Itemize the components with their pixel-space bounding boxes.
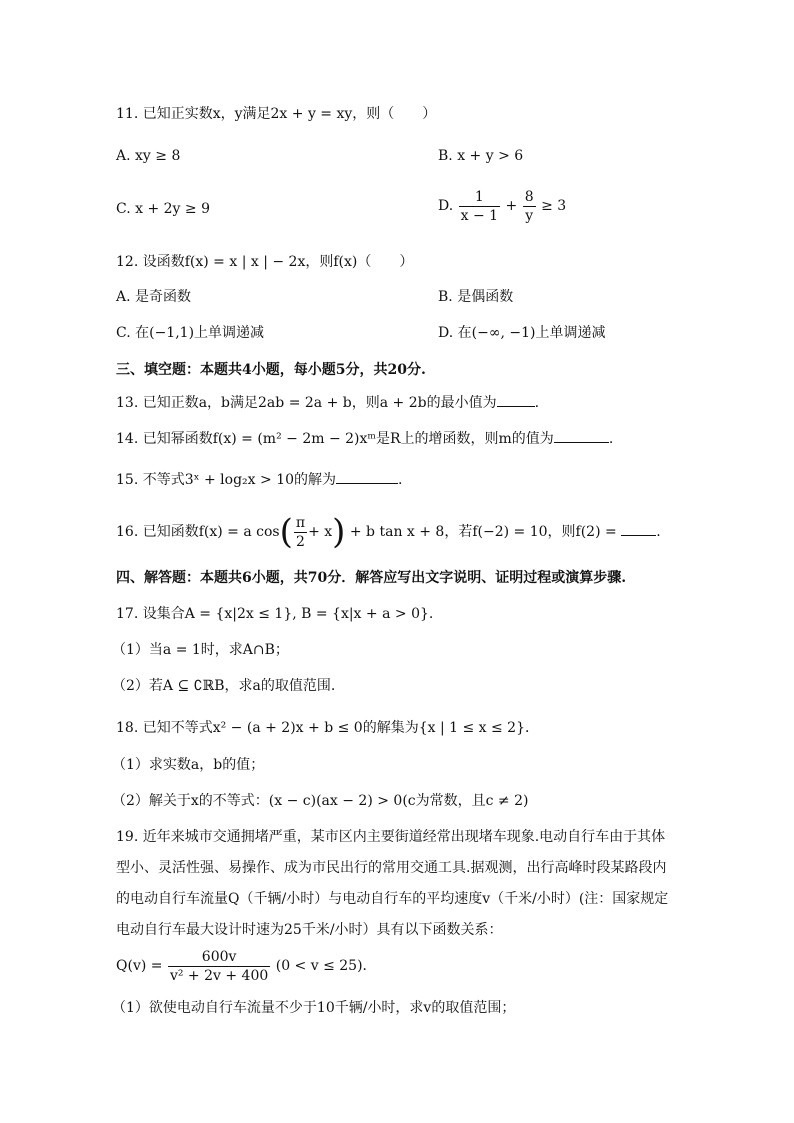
q19-formula-num: 600v — [168, 948, 270, 967]
q12-option-a: A. 是奇函数 — [116, 289, 192, 305]
q17-stem: 17. 设集合A = {x|2x ≤ 1}, B = {x|x + a > 0}. — [116, 606, 434, 622]
q11-option-a: A. xy ≥ 8 — [116, 148, 181, 164]
q11-d-plus: + — [505, 198, 518, 214]
q12-stem: 12. 设函数f(x) = x | x | − 2x，则f(x)（ ） — [116, 254, 414, 270]
q11-d-frac2-num: 8 — [524, 188, 534, 205]
q17-part-1: （1）当a = 1时，求A∩B； — [112, 642, 289, 658]
q11-option-d — [438, 186, 566, 226]
q12-option-d: D. 在(−∞, −1)上单调递减 — [438, 325, 606, 341]
q16-prefix: 16. 已知函数f(x) = a cos — [116, 524, 280, 540]
q14 — [116, 428, 613, 449]
q11-d-prefix: D. — [438, 198, 454, 214]
q11-d-frac2-den: y — [525, 207, 534, 224]
q11-d-frac1-den: x − 1 — [460, 207, 499, 224]
q14-text: 14. 已知幂函数f(x) = (m² − 2m − 2)xᵐ是R上的增函数，则m的值为 — [116, 431, 554, 447]
section-4-title: 四、解答题：本题共6小题，共70分．解答应写出文字说明、证明过程或演算步骤. — [116, 570, 627, 586]
q15-end: . — [398, 472, 403, 488]
q19-formula-suffix: (0 < v ≤ 25)． — [275, 958, 377, 974]
q16-answer-blank — [621, 521, 656, 536]
q13-text: 13. 已知正数a，b满足2ab = 2a + b，则a + 2b的最小值为 — [116, 395, 497, 411]
q19-formula-den: v² + 2v + 400 — [169, 967, 269, 984]
q16-frac — [294, 514, 307, 551]
q12-option-c: C. 在(−1,1)上单调递减 — [116, 325, 265, 341]
q16-suffix: + b tan x + 8，若f(−2) = 10，则f(2) = — [349, 524, 617, 540]
q18-stem: 18. 已知不等式x² − (a + 2)x + b ≤ 0的解集为{x | 1 ≤ x ≤ 2}． — [116, 720, 539, 736]
q18-part-2: （2）解关于x的不等式：(x − c)(ax − 2) > 0(c为常数，且c ≠ 2) — [112, 793, 529, 809]
q16 — [116, 510, 661, 554]
q15-answer-blank — [336, 469, 398, 484]
q16-frac-den: 2 — [296, 533, 305, 550]
q14-end: . — [608, 431, 614, 447]
q19-formula-frac — [168, 948, 270, 985]
section-3-title: 三、填空题：本题共4小题，每小题5分，共20分. — [116, 362, 426, 378]
q13 — [116, 392, 539, 413]
q19-part-1: （1）欲使电动自行车流量不少于10千辆/小时，求v的取值范围； — [112, 1000, 516, 1016]
q18-part-1: （1）求实数a，b的值； — [112, 757, 265, 773]
q11-stem: 11. 已知正实数x，y满足2x + y = xy，则（ ） — [116, 106, 437, 122]
q11-d-frac1 — [459, 188, 500, 225]
q11-d-suffix: ≥ 3 — [541, 198, 567, 214]
q16-end: . — [656, 524, 661, 540]
q13-answer-blank — [497, 392, 535, 407]
q13-end: . — [534, 395, 540, 411]
q17-part-2: （2）若A ⊆ ∁ℝB，求a的取值范围. — [112, 678, 336, 694]
q16-frac-num: π — [295, 514, 306, 531]
q19-paragraph: 19. 近年来城市交通拥堵严重，某市区内主要街道经常出现堵车现象.电动自行车由于其体型小、灵活性强、易操作、成为市民出行的常用交通工具.据观测，出行高峰时段某路段内的电动自行车流量Q（千辆/小时）与电动自行车的平均速度v（千米/小时）(注：国家规定电动自行车最大设计时速为25千米/小时）具有以下函数关系： — [116, 829, 669, 938]
q19-formula-prefix: Q(v) = — [116, 958, 163, 974]
q16-lparen: ( — [279, 512, 293, 552]
q16-inner: + x — [308, 524, 333, 540]
q11-option-c: C. x + 2y ≥ 9 — [116, 201, 210, 217]
q15 — [116, 469, 402, 490]
q14-answer-blank — [554, 428, 609, 443]
q19-formula — [116, 946, 377, 986]
q11-option-b: B. x + y > 6 — [438, 148, 524, 164]
q12-option-b: B. 是偶函数 — [438, 289, 514, 305]
q15-text: 15. 不等式3ˣ + log₂x > 10的解为 — [116, 472, 337, 488]
q16-rparen: ) — [332, 512, 346, 552]
q11-d-frac1-num: 1 — [459, 188, 500, 207]
q11-d-frac2 — [523, 188, 536, 225]
